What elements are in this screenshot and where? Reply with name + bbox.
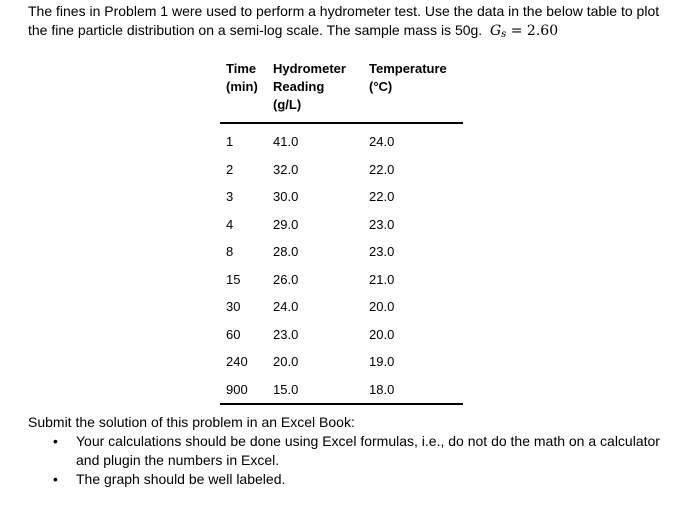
list-item: [28, 470, 668, 489]
table-row: [220, 238, 463, 266]
cell-time: 15: [226, 271, 241, 287]
cell-reading: 20.0: [273, 354, 299, 369]
table-row: [220, 321, 463, 349]
table-header-row: [220, 60, 463, 123]
cell-temperature: 24.0: [369, 134, 395, 149]
bullet-icon: •: [53, 471, 58, 487]
cell-reading: 28.0: [273, 244, 299, 259]
header-line: Temperature: [369, 61, 447, 76]
cell-temperature: 23.0: [369, 244, 395, 259]
cell-time: 1: [226, 134, 234, 149]
requirement-text: Your calculations should be done using Excel formulas, i.e., do not do the math on a calculator and plugin the numbers in Excel.: [76, 433, 660, 468]
header-line: (°C): [369, 79, 393, 94]
header-line: Reading: [273, 79, 325, 94]
cell-time: 30: [226, 299, 241, 314]
table-row: [220, 183, 463, 211]
table-row: [220, 266, 463, 294]
cell-reading: 26.0: [273, 271, 299, 287]
cell-reading: 15.0: [267, 376, 363, 405]
cell-temperature: 20.0: [369, 326, 395, 342]
cell-reading: 30.0: [273, 189, 299, 204]
table-row: [220, 123, 463, 156]
cell-temperature: 21.0: [369, 271, 395, 287]
table-row: [220, 293, 463, 321]
requirement-text: The graph should be well labeled.: [76, 471, 286, 487]
cell-temperature: 18.0: [363, 376, 463, 405]
header-line: Time: [226, 61, 257, 76]
list-item: [28, 432, 668, 470]
hydrometer-data-table: [220, 60, 463, 405]
specific-gravity: [490, 23, 558, 39]
submit-instructions-heading: Submit the solution of this problem in an Excel Book:: [28, 414, 355, 430]
header-temperature: [363, 60, 463, 123]
table-row: [220, 348, 463, 376]
header-line: Hydrometer: [273, 61, 346, 76]
cell-time: 3: [226, 189, 234, 204]
cell-time: 4: [226, 216, 234, 232]
header-line: (min): [226, 79, 258, 94]
cell-time: 2: [226, 161, 234, 177]
cell-temperature: 20.0: [369, 299, 395, 314]
table-row: [220, 376, 463, 405]
requirements-list: [28, 432, 668, 489]
bullet-icon: •: [53, 433, 58, 449]
cell-reading: 32.0: [273, 161, 299, 177]
cell-reading: 29.0: [273, 216, 299, 232]
cell-reading: 23.0: [273, 326, 299, 342]
cell-time: 900: [220, 376, 267, 405]
header-line: (g/L): [273, 97, 302, 112]
cell-reading: 24.0: [273, 299, 299, 314]
cell-temperature: 22.0: [369, 189, 395, 204]
cell-time: 8: [226, 244, 234, 259]
problem-statement: [28, 2, 668, 44]
header-time: [220, 60, 267, 123]
cell-temperature: 19.0: [369, 354, 395, 369]
problem-text: The fines in Problem 1 were used to perform a hydrometer test. Use the data in the below table to plot the fine particle distribution on a semi-log scale. The sample mass is 50g.: [28, 3, 660, 38]
table-row: [220, 156, 463, 184]
cell-temperature: 23.0: [369, 216, 395, 232]
gs-subscript: s: [501, 29, 507, 40]
gs-value: = 2.60: [510, 23, 559, 39]
table-row: [220, 211, 463, 239]
header-hydrometer-reading: [267, 60, 363, 123]
cell-time: 60: [226, 326, 241, 342]
cell-time: 240: [226, 354, 248, 369]
cell-temperature: 22.0: [369, 161, 395, 177]
cell-reading: 41.0: [273, 134, 299, 149]
gs-symbol: G: [489, 23, 502, 39]
